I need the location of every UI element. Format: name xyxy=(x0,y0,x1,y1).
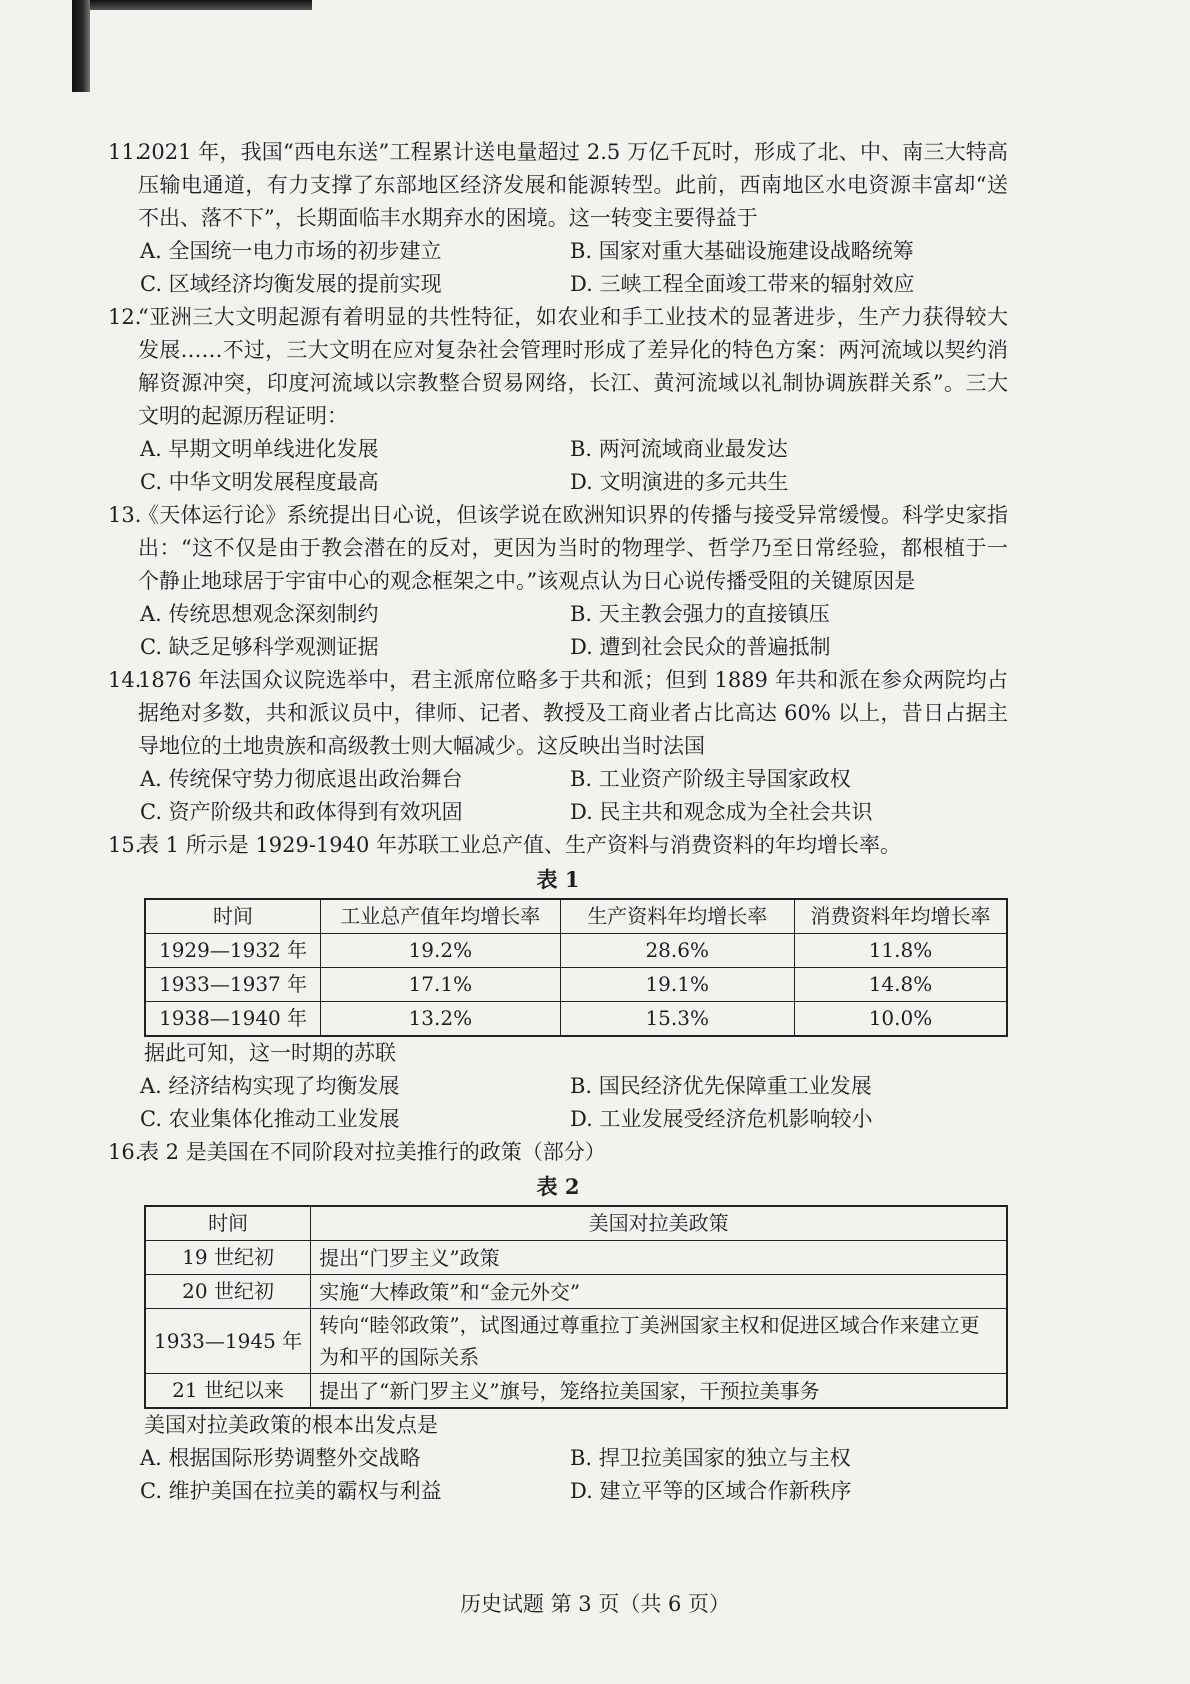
option-a: A. 全国统一电力市场的初步建立 xyxy=(140,239,442,263)
option-c: C. 资产阶级共和政体得到有效巩固 xyxy=(140,800,463,824)
table-cell: 19.1% xyxy=(560,968,794,1002)
option-b: B. 国民经济优先保障重工业发展 xyxy=(570,1074,872,1098)
page-footer: 历史试题 第 3 页（共 6 页） xyxy=(459,1592,731,1616)
option-a: A. 传统思想观念深刻制约 xyxy=(140,602,379,626)
table-cell: 1933—1937 年 xyxy=(145,968,321,1002)
question-prompt: 美国对拉美政策的根本出发点是 xyxy=(144,1413,438,1437)
option-c: C. 缺乏足够科学观测证据 xyxy=(140,635,379,659)
question-16 xyxy=(108,1136,1008,1508)
table-cell: 提出了“新门罗主义”旗号，笼络拉美国家，干预拉美事务 xyxy=(311,1374,1007,1409)
table-header-cell: 美国对拉美政策 xyxy=(311,1206,1007,1241)
option-d: D. 建立平等的区域合作新秩序 xyxy=(570,1479,852,1503)
options xyxy=(140,1442,1008,1508)
table-row xyxy=(145,1241,1007,1275)
question-stem: 《天体运行论》系统提出日心说，但该学说在欧洲知识界的传播与接受异常缓慢。科学史家指出：“这不仅是由于教会潜在的反对，更因为当时的物理学、哲学乃至日常经验，都根植于一个静止地球居于宇宙中心的观念框架之中。”该观点认为日心说传播受阻的关键原因是 xyxy=(138,503,1008,593)
table-cell: 13.2% xyxy=(321,1002,560,1037)
question-stem: 表 1 所示是 1929-1940 年苏联工业总产值、生产资料与消费资料的年均增长率。 xyxy=(138,833,902,857)
options xyxy=(140,763,1008,829)
question-prompt: 据此可知，这一时期的苏联 xyxy=(144,1041,396,1065)
table-cell: 1938—1940 年 xyxy=(145,1002,321,1037)
option-d: D. 三峡工程全面竣工带来的辐射效应 xyxy=(570,272,915,296)
table-cell: 11.8% xyxy=(794,934,1007,968)
table-row xyxy=(145,1309,1007,1374)
option-c: C. 农业集体化推动工业发展 xyxy=(140,1107,400,1131)
table-row xyxy=(145,968,1007,1002)
table-caption: 表 1 xyxy=(536,867,580,892)
table-cell: 实施“大棒政策”和“金元外交” xyxy=(311,1275,1007,1309)
table-header-cell: 生产资料年均增长率 xyxy=(560,899,794,934)
question-number: 12. xyxy=(108,305,142,329)
table-header-cell: 消费资料年均增长率 xyxy=(794,899,1007,934)
table-cell: 提出“门罗主义”政策 xyxy=(311,1241,1007,1275)
table-header-cell: 时间 xyxy=(145,899,321,934)
option-b: B. 天主教会强力的直接镇压 xyxy=(570,602,830,626)
table-row xyxy=(145,1002,1007,1037)
scan-shadow-left xyxy=(72,0,90,92)
options xyxy=(140,235,1008,301)
table-cell: 转向“睦邻政策”，试图通过尊重拉丁美洲国家主权和促进区域合作来建立更为和平的国际关系 xyxy=(311,1309,1007,1374)
option-d: D. 民主共和观念成为全社会共识 xyxy=(570,800,873,824)
question-number: 14. xyxy=(108,668,142,692)
question-13 xyxy=(108,499,1008,664)
option-a: A. 经济结构实现了均衡发展 xyxy=(140,1074,400,1098)
table-cell: 20 世纪初 xyxy=(145,1275,311,1309)
option-d: D. 工业发展受经济危机影响较小 xyxy=(570,1107,873,1131)
options xyxy=(140,433,1008,499)
table-header-cell: 时间 xyxy=(145,1206,311,1241)
question-stem: 表 2 是美国在不同阶段对拉美推行的政策（部分） xyxy=(138,1140,606,1164)
option-b: B. 国家对重大基础设施建设战略统筹 xyxy=(570,239,914,263)
table-caption: 表 2 xyxy=(536,1174,580,1199)
option-b: B. 捍卫拉美国家的独立与主权 xyxy=(570,1446,851,1470)
table-1 xyxy=(144,898,1008,1037)
table-cell: 17.1% xyxy=(321,968,560,1002)
question-number: 16. xyxy=(108,1140,142,1164)
table-row xyxy=(145,934,1007,968)
option-a: A. 根据国际形势调整外交战略 xyxy=(140,1446,421,1470)
options xyxy=(140,1070,1008,1136)
option-c: C. 维护美国在拉美的霸权与利益 xyxy=(140,1479,442,1503)
table-cell: 1929—1932 年 xyxy=(145,934,321,968)
table-cell: 21 世纪以来 xyxy=(145,1374,311,1409)
question-15 xyxy=(108,829,1008,1136)
option-b: B. 工业资产阶级主导国家政权 xyxy=(570,767,851,791)
question-stem: 1876 年法国众议院选举中，君主派席位略多于共和派；但到 1889 年共和派在参众两院均占据绝对多数，共和派议员中，律师、记者、教授及工商业者占比高达 60% 以上，昔日占据主导地位的土地贵族和高级教士则大幅减少。这反映出当时法国 xyxy=(138,668,1008,758)
question-number: 11. xyxy=(108,140,142,164)
question-number: 13. xyxy=(108,503,142,527)
table-header-cell: 工业总产值年均增长率 xyxy=(321,899,560,934)
option-c: C. 区域经济均衡发展的提前实现 xyxy=(140,272,442,296)
question-14 xyxy=(108,664,1008,829)
table-row xyxy=(145,1374,1007,1409)
table-cell: 19.2% xyxy=(321,934,560,968)
option-a: A. 早期文明单线进化发展 xyxy=(140,437,379,461)
table-row xyxy=(145,1275,1007,1309)
question-number: 15. xyxy=(108,833,142,857)
option-d: D. 遭到社会民众的普遍抵制 xyxy=(570,635,831,659)
table-header-row xyxy=(145,1206,1007,1241)
question-stem: “亚洲三大文明起源有着明显的共性特征，如农业和手工业技术的显著进步，生产力获得较大发展……不过，三大文明在应对复杂社会管理时形成了差异化的特色方案：两河流域以契约消解资源冲突，印度河流域以宗教整合贸易网络，长江、黄河流域以礼制协调族群关系”。三大文明的起源历程证明： xyxy=(138,305,1008,428)
options xyxy=(140,598,1008,664)
table-cell: 19 世纪初 xyxy=(145,1241,311,1275)
table-cell: 10.0% xyxy=(794,1002,1007,1037)
table-cell: 14.8% xyxy=(794,968,1007,1002)
table-2 xyxy=(144,1205,1008,1409)
table-header-row xyxy=(145,899,1007,934)
option-b: B. 两河流域商业最发达 xyxy=(570,437,788,461)
option-c: C. 中华文明发展程度最高 xyxy=(140,470,379,494)
table-cell: 1933—1945 年 xyxy=(145,1309,311,1374)
table-cell: 15.3% xyxy=(560,1002,794,1037)
option-a: A. 传统保守势力彻底退出政治舞台 xyxy=(140,767,463,791)
table-cell: 28.6% xyxy=(560,934,794,968)
question-11 xyxy=(108,136,1008,301)
exam-page xyxy=(108,136,1008,1508)
option-d: D. 文明演进的多元共生 xyxy=(570,470,789,494)
question-stem: 2021 年，我国“西电东送”工程累计送电量超过 2.5 万亿千瓦时，形成了北、中、南三大特高压输电通道，有力支撑了东部地区经济发展和能源转型。此前，西南地区水电资源丰富却“送不出、落不下”，长期面临丰水期弃水的困境。这一转变主要得益于 xyxy=(138,140,1008,230)
question-12 xyxy=(108,301,1008,499)
scan-shadow-top xyxy=(72,0,312,10)
